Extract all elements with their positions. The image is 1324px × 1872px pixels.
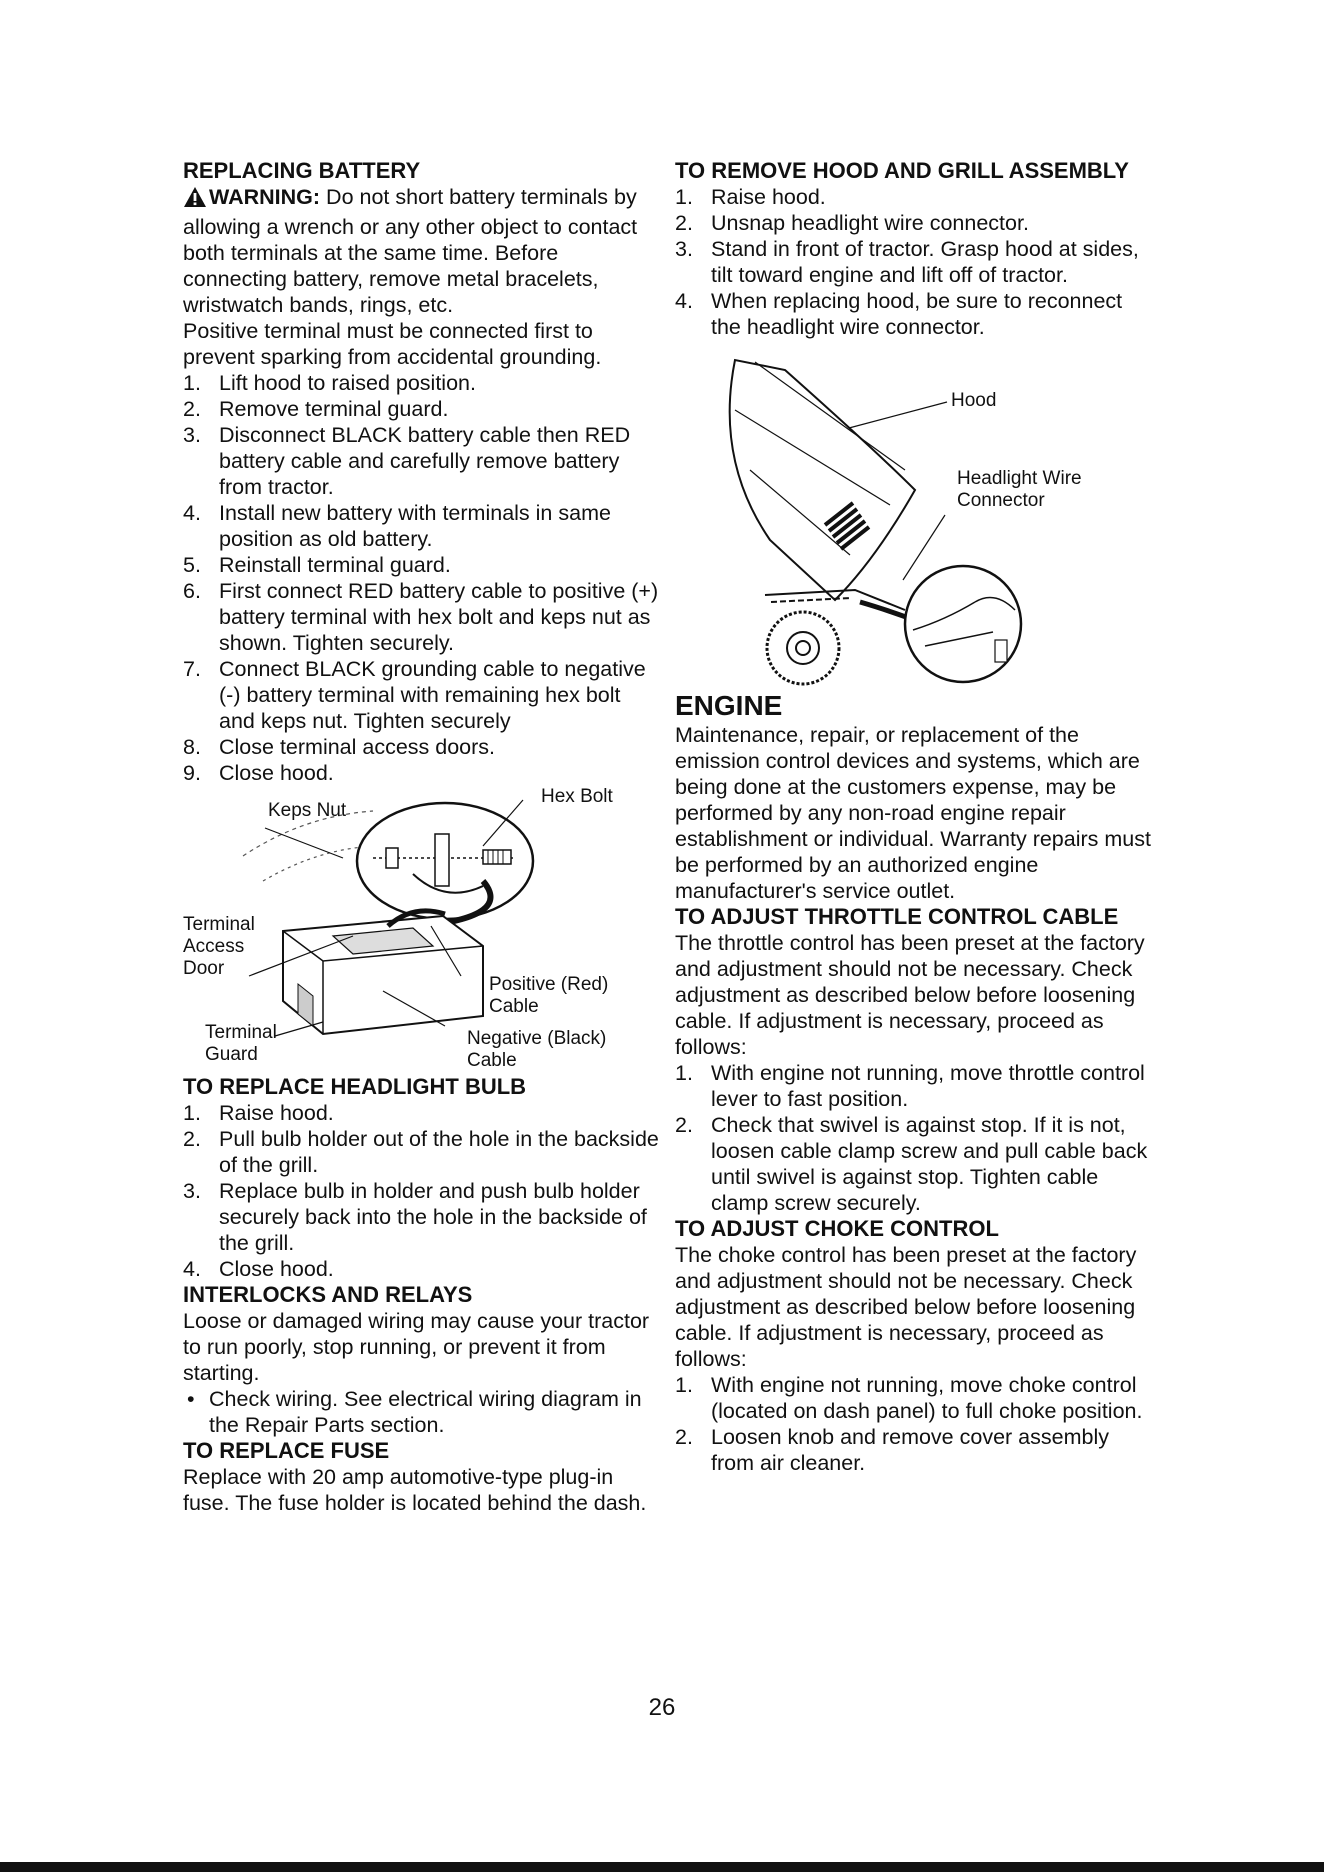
right-column — [675, 158, 1153, 1476]
step-text: Close hood. — [219, 761, 334, 785]
bullet-dot: • — [187, 1387, 195, 1411]
fuse-text: Replace with 20 amp automotive-type plug-in fuse. The fuse holder is located behind the dash. — [183, 1465, 647, 1515]
list-item — [183, 1256, 661, 1282]
step-number: 3. — [183, 423, 201, 447]
step-text: Check that swivel is against stop. If it is not, loosen cable clamp screw and pull cable back until swivel is against stop. Tighten cable clamp screw securely. — [711, 1113, 1148, 1215]
step-number: 2. — [183, 397, 201, 421]
hood-heading: TO REMOVE HOOD AND GRILL ASSEMBLY — [675, 158, 1129, 183]
step-number: 1. — [183, 1101, 201, 1125]
engine-text: Maintenance, repair, or replacement of the emission control devices and systems, which are being done at the customers expense, may be performed by any non-road engine repair establishment or individual. Warranty repairs must be performed by an authorized engine manufacturer's service outlet. — [675, 723, 1151, 903]
step-number: 2. — [183, 1127, 201, 1151]
list-item — [675, 1372, 1153, 1424]
step-number: 3. — [675, 237, 693, 261]
interlocks-bullet-text: Check wiring. See electrical wiring diagram in the Repair Parts section. — [209, 1387, 642, 1437]
step-text: Raise hood. — [219, 1101, 334, 1125]
bottom-rule — [0, 1862, 1324, 1872]
negative-cable-label-1: Negative (Black) — [467, 1028, 607, 1049]
step-text: Lift hood to raised position. — [219, 371, 476, 395]
step-number: 4. — [675, 289, 693, 313]
interlocks-heading: INTERLOCKS AND RELAYS — [183, 1282, 473, 1307]
headlight-steps-list — [183, 1100, 661, 1282]
step-number: 1. — [675, 1373, 693, 1397]
step-text: When replacing hood, be sure to reconnect the headlight wire connector. — [711, 289, 1123, 339]
throttle-heading: TO ADJUST THROTTLE CONTROL CABLE — [675, 904, 1119, 929]
battery-warning — [183, 184, 661, 318]
list-item — [183, 370, 661, 396]
step-number: 2. — [675, 1113, 693, 1137]
step-number: 4. — [183, 1257, 201, 1281]
list-item — [183, 656, 661, 734]
step-text: Raise hood. — [711, 185, 826, 209]
battery-heading: REPLACING BATTERY — [183, 158, 421, 183]
step-number: 3. — [183, 1179, 201, 1203]
list-item — [675, 1424, 1153, 1476]
positive-terminal-note: Positive terminal must be connected first to prevent sparking from accidental grounding. — [183, 319, 602, 369]
step-text: Stand in front of tractor. Grasp hood at sides, tilt toward engine and lift off of tractor. — [711, 237, 1139, 287]
list-item — [183, 578, 661, 656]
terminal-access-door-label-3: Door — [183, 958, 225, 979]
terminal-guard-label-2: Guard — [205, 1044, 258, 1065]
step-text: First connect RED battery cable to positive (+) battery terminal with hex bolt and keps nut as shown. Tighten securely. — [219, 579, 659, 655]
hood-label: Hood — [951, 390, 997, 411]
step-text: Unsnap headlight wire connector. — [711, 211, 1029, 235]
list-item — [183, 760, 661, 786]
step-number: 2. — [675, 211, 693, 235]
step-text: Close hood. — [219, 1257, 334, 1281]
step-number: 7. — [183, 657, 201, 681]
hood-illustration — [675, 340, 1153, 688]
step-number: 1. — [675, 1061, 693, 1085]
choke-steps-list — [675, 1372, 1153, 1476]
step-text: Install new battery with terminals in same position as old battery. — [219, 501, 611, 551]
list-item — [675, 1112, 1153, 1216]
headlight-wire-label-2: Connector — [957, 490, 1045, 511]
step-text: Disconnect BLACK battery cable then RED battery cable and carefully remove battery from tractor. — [219, 423, 631, 499]
step-number: 9. — [183, 761, 201, 785]
warning-label: WARNING: — [209, 185, 321, 209]
step-text: Remove terminal guard. — [219, 397, 449, 421]
step-number: 5. — [183, 553, 201, 577]
headlight-heading: TO REPLACE HEADLIGHT BULB — [183, 1074, 527, 1099]
step-text: Loosen knob and remove cover assembly from air cleaner. — [711, 1425, 1109, 1475]
fuse-heading: TO REPLACE FUSE — [183, 1438, 390, 1463]
list-item — [183, 552, 661, 578]
interlocks-bullet-list — [183, 1386, 661, 1438]
choke-text: The choke control has been preset at the factory and adjustment should not be necessary. Check adjustment as described below before loosening cable. If adjustment is necessary, proceed as follows: — [675, 1243, 1137, 1371]
step-number: 6. — [183, 579, 201, 603]
positive-cable-label-2: Cable — [489, 996, 539, 1017]
terminal-guard-label-1: Terminal — [205, 1022, 277, 1043]
step-number: 1. — [183, 371, 201, 395]
throttle-steps-list — [675, 1060, 1153, 1216]
step-text: Close terminal access doors. — [219, 735, 496, 759]
terminal-access-door-label-2: Access — [183, 936, 245, 957]
step-number: 4. — [183, 501, 201, 525]
step-number: 2. — [675, 1425, 693, 1449]
list-item — [675, 1060, 1153, 1112]
list-item — [183, 734, 661, 760]
step-text: With engine not running, move throttle control lever to fast position. — [711, 1061, 1145, 1111]
step-text: Replace bulb in holder and push bulb holder securely back into the hole in the backside of the grill. — [219, 1179, 647, 1255]
list-item — [183, 422, 661, 500]
negative-cable-label-2: Cable — [467, 1050, 517, 1071]
headlight-wire-label-1: Headlight Wire — [957, 468, 1082, 489]
step-number: 1. — [675, 185, 693, 209]
hex-bolt-label: Hex Bolt — [541, 786, 613, 807]
terminal-access-door-label-1: Terminal — [183, 914, 255, 935]
list-item — [675, 288, 1153, 340]
list-item — [675, 184, 1153, 210]
throttle-text: The throttle control has been preset at the factory and adjustment should not be necessary. Check adjustment as described below before loosening cable. If adjustment is necessary, proceed as follows: — [675, 931, 1145, 1059]
list-item — [183, 1100, 661, 1126]
list-item — [183, 396, 661, 422]
warning-triangle-icon — [183, 186, 207, 214]
interlocks-text: Loose or damaged wiring may cause your tractor to run poorly, stop running, or prevent it from starting. — [183, 1309, 650, 1385]
step-text: Connect BLACK grounding cable to negative (-) battery terminal with remaining hex bolt and keps nut. Tighten securely — [219, 657, 646, 733]
keps-nut-label: Keps Nut — [268, 800, 347, 821]
positive-cable-label-1: Positive (Red) — [489, 974, 609, 995]
choke-heading: TO ADJUST CHOKE CONTROL — [675, 1216, 999, 1241]
step-text: Pull bulb holder out of the hole in the backside of the grill. — [219, 1127, 659, 1177]
list-item — [183, 1386, 661, 1438]
hood-steps-list — [675, 184, 1153, 340]
list-item — [183, 500, 661, 552]
warning-text: Do not short battery terminals by allowing a wrench or any other object to contact both terminals at the same time. Before connecting battery, remove metal bracelets, wristwatch bands, rings, etc. — [183, 185, 638, 317]
list-item — [183, 1126, 661, 1178]
hood-figure — [675, 340, 1153, 688]
engine-heading: ENGINE — [675, 690, 783, 721]
list-item — [675, 236, 1153, 288]
list-item — [675, 210, 1153, 236]
battery-figure — [183, 786, 661, 1074]
page-number: 26 — [648, 1694, 676, 1721]
left-column — [183, 158, 661, 1516]
battery-steps-list — [183, 370, 661, 786]
step-text: Reinstall terminal guard. — [219, 553, 451, 577]
step-text: With engine not running, move choke control (located on dash panel) to full choke position. — [711, 1373, 1143, 1423]
step-number: 8. — [183, 735, 201, 759]
list-item — [183, 1178, 661, 1256]
